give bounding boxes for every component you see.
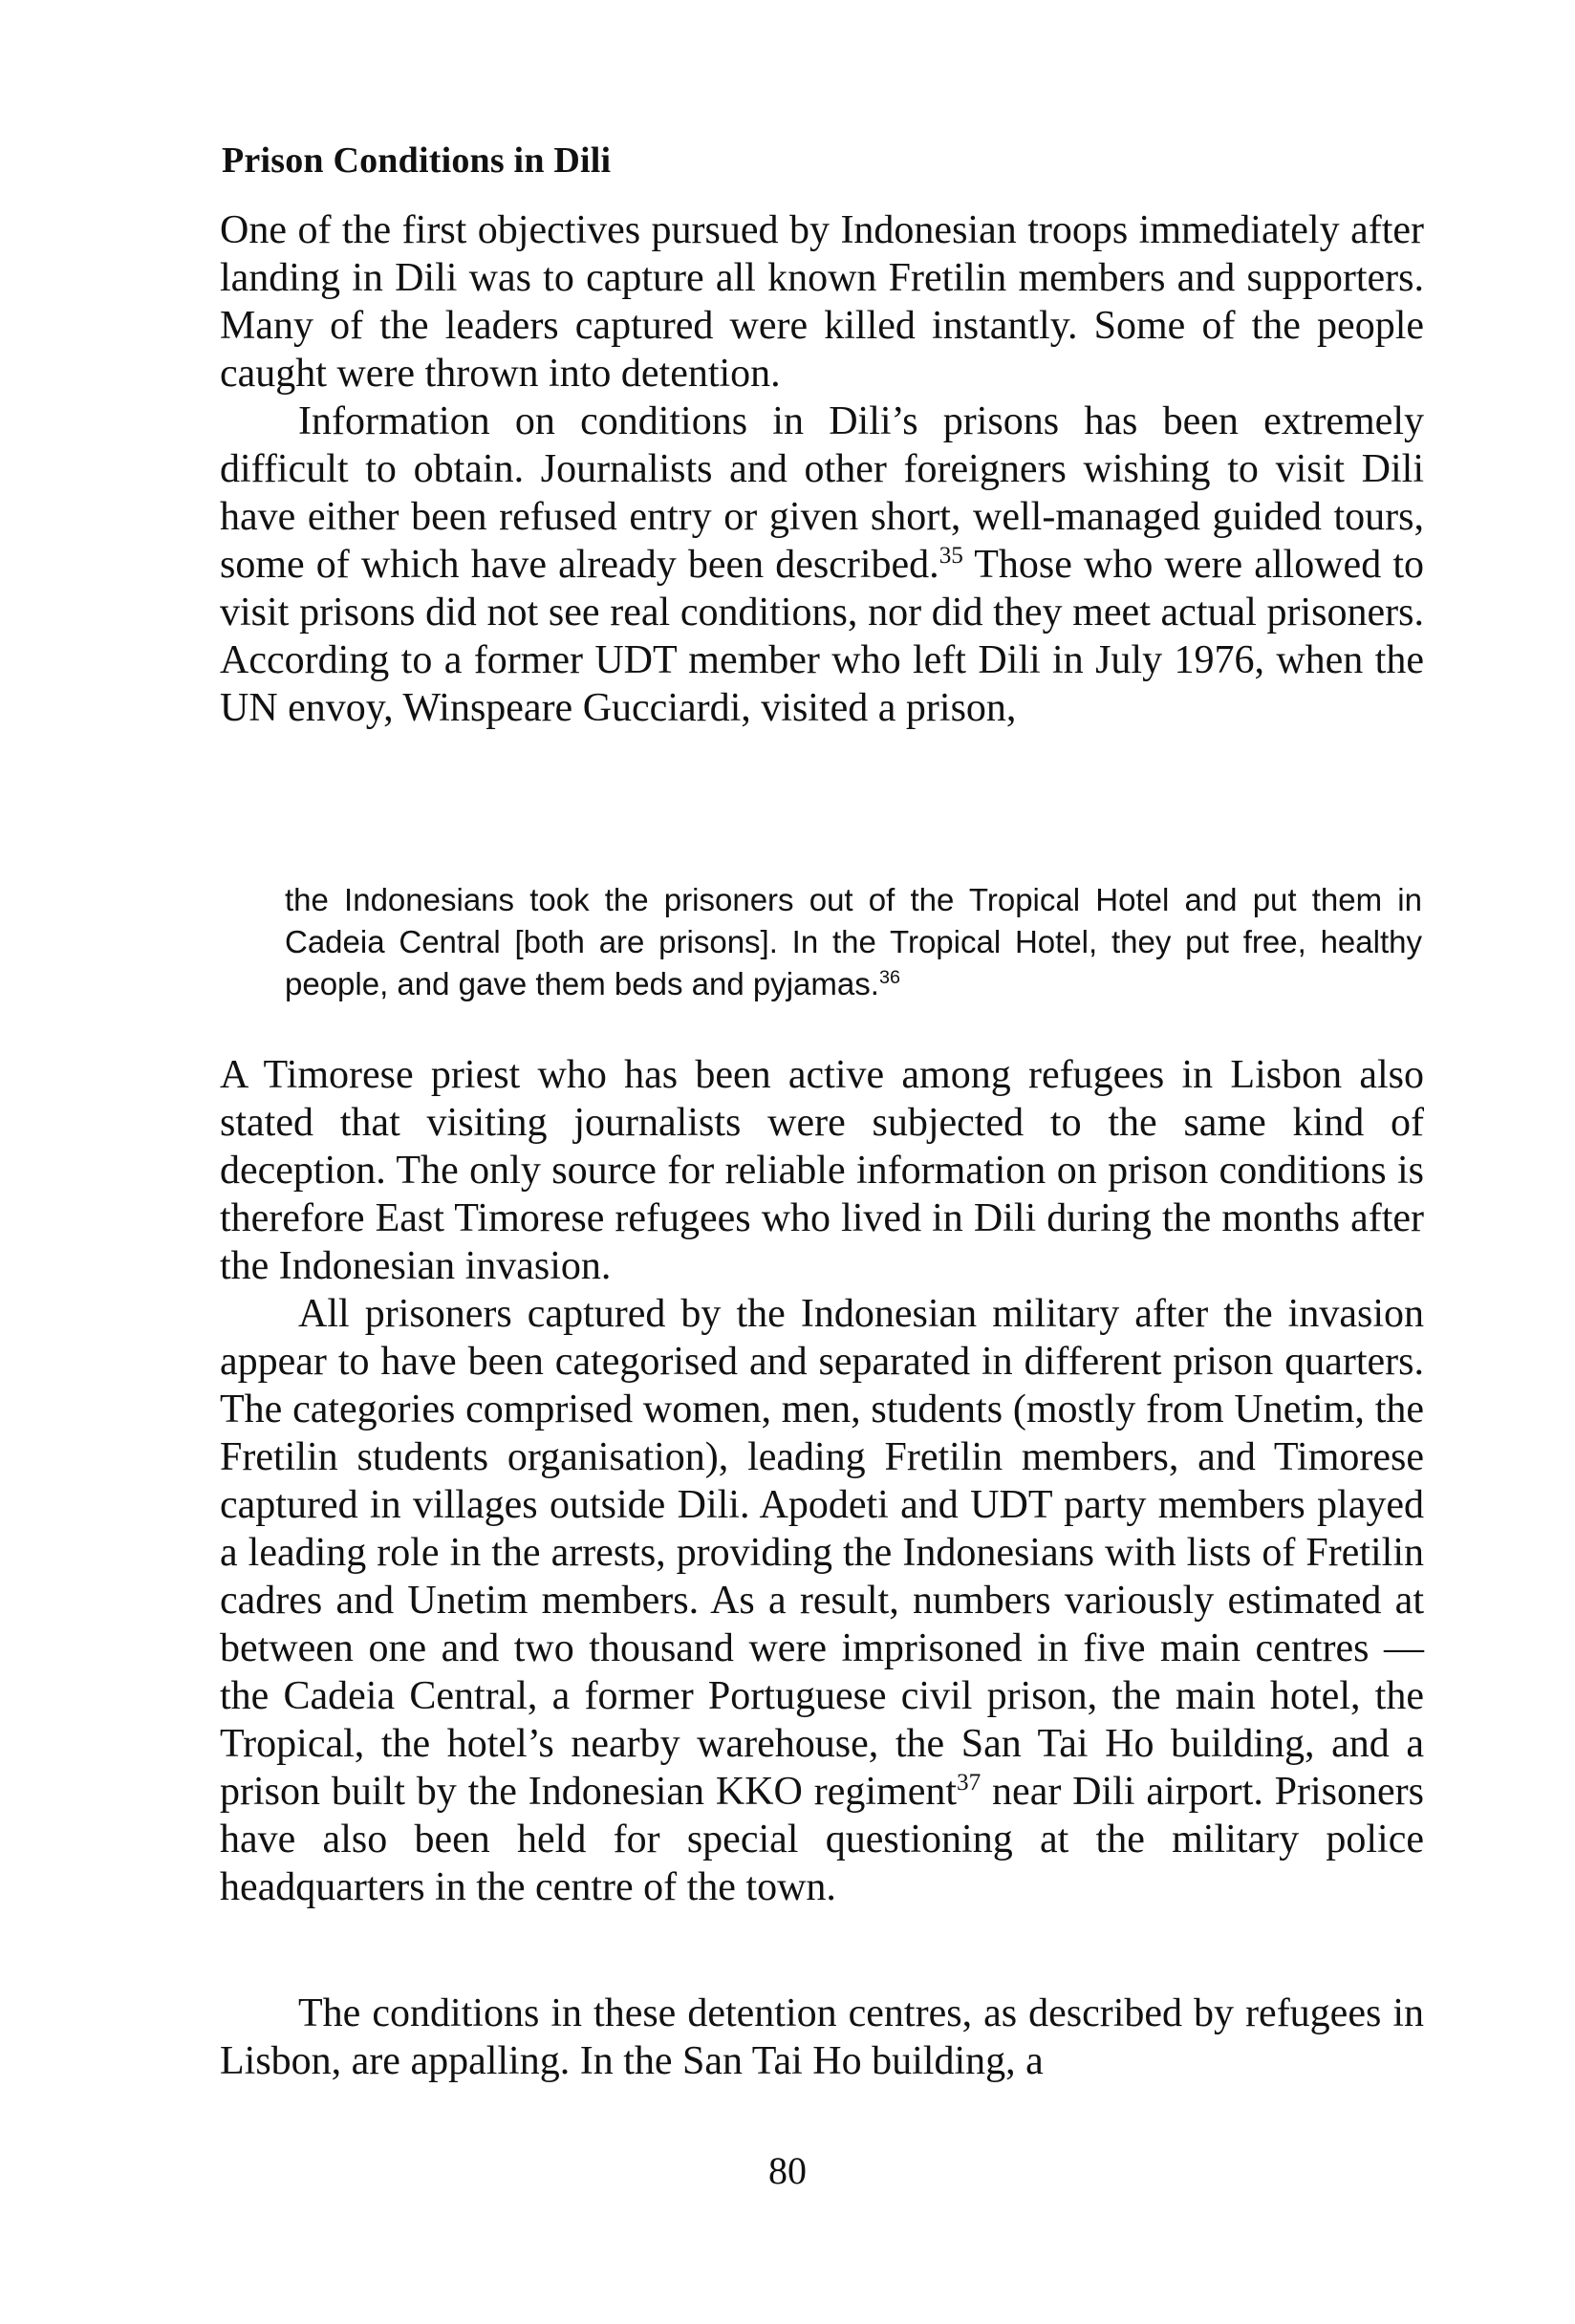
footnote-marker-36: 36 [878,967,900,988]
page-number: 80 [768,2149,807,2192]
text-block-lower [220,1990,1424,2085]
paragraph-4 [220,1290,1424,1911]
text-block-upper [220,206,1424,732]
paragraph-2 [220,398,1424,732]
paragraph-3: A Timorese priest who has been active among refugees in Lisbon also stated that visiting journalists were subjected to the same kind of deception. The only source for reliable information on prison conditions is therefore East Timorese refugees who lived in Dili during the months after the Indonesian invasion. [220,1053,1424,1288]
paragraph-4-text-a: All prisoners captured by the Indonesian military after the invasion appear to have been categorised and separated in different prison quarters. The categories comprised women, men, students (mostly from Unetim, the Fretilin students organisation), leading Fretilin members, and Timorese captured in villages outside Dili. Apodeti and UDT party members played a leading role in the arrests, providing the Indonesians with lists of Fretilin cadres and Unetim members. As a result, numbers variously estimated at between one and two thousand were imprisoned in five main centres — the Cadeia Central, a former Portuguese civil prison, the main hotel, the Tropical, the hotel’s nearby warehouse, the San Tai Ho building, and a prison built by the Indonesian KKO regiment [220,1292,1424,1814]
block-quote [285,879,1422,1005]
text-block-middle [220,1051,1424,1911]
paragraph-2-text-a: Information on conditions in Dili’s prisons has been extremely difficult to obtain. Journalists and other foreigners wishing to visit Dili have either been refused entry or given short, well-managed guided tours, some of which have already been described. [220,399,1424,587]
paragraph-4-text-b: near Dili airport. Prisoners have also been held for special questioning at the military police headquarters in the centre of the town. [220,1770,1425,1909]
section-heading: Prison Conditions in Dili [222,140,612,181]
footnote-marker-35: 35 [939,543,963,569]
footnote-marker-37: 37 [957,1770,982,1796]
paragraph-2-text-b: Those who were allowed to visit prisons did not see real conditions, nor did they meet actual prisoners. According to a former UDT member who left Dili in July 1976, when the UN envoy, Winspeare Gucciardi, visited a prison, [220,543,1425,730]
paragraph-5: The conditions in these detention centres, as described by refugees in Lisbon, are appalling. In the San Tai Ho building, a [220,1991,1424,2083]
paragraph-1: One of the first objectives pursued by Indonesian troops immediately after landing in Dili was to capture all known Fretilin members and supporters. Many of the leaders captured were killed instantly. Some of the people caught were thrown into detention. [220,208,1424,396]
block-quote-text: the Indonesians took the prisoners out of the Tropical Hotel and put them in Cadeia Central [both are prisons]. In the Tropical Hotel, they put free, healthy people, and gave them beds and pyjamas. [285,882,1422,1001]
